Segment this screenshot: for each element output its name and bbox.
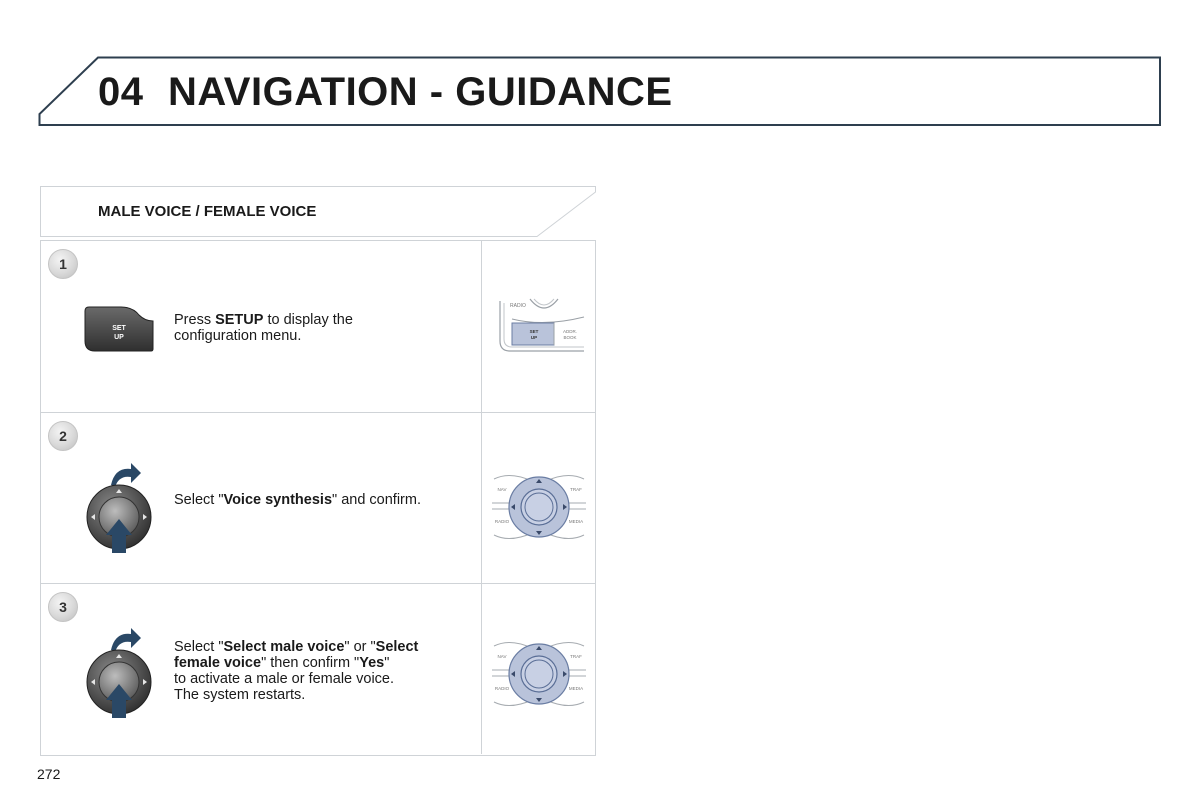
section-title: MALE VOICE / FEMALE VOICE [98, 203, 317, 220]
panel-nav-label: NAV [497, 487, 507, 492]
setup-button-icon [81, 305, 157, 353]
step-number-badge: 1 [48, 249, 78, 279]
steps-table [40, 240, 596, 756]
panel-media-label: MEDIA [568, 686, 584, 691]
panel-traf-label: TRAF [570, 487, 582, 492]
setup-panel-icon [498, 297, 586, 353]
panel-media-label: MEDIA [568, 519, 584, 524]
step-2-illustration-cell [481, 413, 595, 583]
panel-addr-label-1: ADDR. [562, 329, 578, 334]
panel-radio-label: RADIO [494, 686, 510, 691]
step-2-instruction: Select "Voice synthesis" and confirm. [174, 492, 421, 508]
setup-key-label-1: SET [112, 325, 126, 332]
panel-radio-label: RADIO [494, 519, 510, 524]
step-number-badge: 2 [48, 421, 78, 451]
rotary-knob-icon [85, 461, 157, 557]
rotary-knob-icon [85, 626, 157, 722]
step-number-badge: 3 [48, 592, 78, 622]
step-1-instruction: Press SETUP to display the configuration menu. [174, 312, 353, 344]
step-3 [41, 583, 595, 754]
chapter-number: 04 [98, 70, 144, 114]
panel-setup-label-2: UP [530, 335, 538, 340]
step-2 [41, 412, 595, 583]
panel-addr-label-2: BOOK [563, 335, 577, 340]
step-3-illustration-cell [481, 584, 595, 754]
panel-traf-label: TRAF [570, 654, 582, 659]
panel-setup-label-1: SET [529, 329, 539, 334]
panel-radio-label: RADIO [510, 303, 526, 309]
step-1-illustration-cell [481, 241, 595, 412]
curved-arrow-icon [111, 463, 141, 487]
setup-key-label-2: UP [114, 334, 124, 341]
page-number: 272 [37, 766, 61, 782]
curved-arrow-icon [111, 628, 141, 652]
navigation-controller-icon [490, 469, 588, 545]
panel-nav-label: NAV [497, 654, 507, 659]
chapter-title: NAVIGATION - GUIDANCE [168, 70, 673, 114]
step-1 [41, 241, 595, 412]
step-3-instruction: Select "Select male voice" or "Select female voice" then confirm "Yes" to activate a male or female voice. The system restarts. [174, 639, 419, 703]
navigation-controller-icon [490, 636, 588, 712]
